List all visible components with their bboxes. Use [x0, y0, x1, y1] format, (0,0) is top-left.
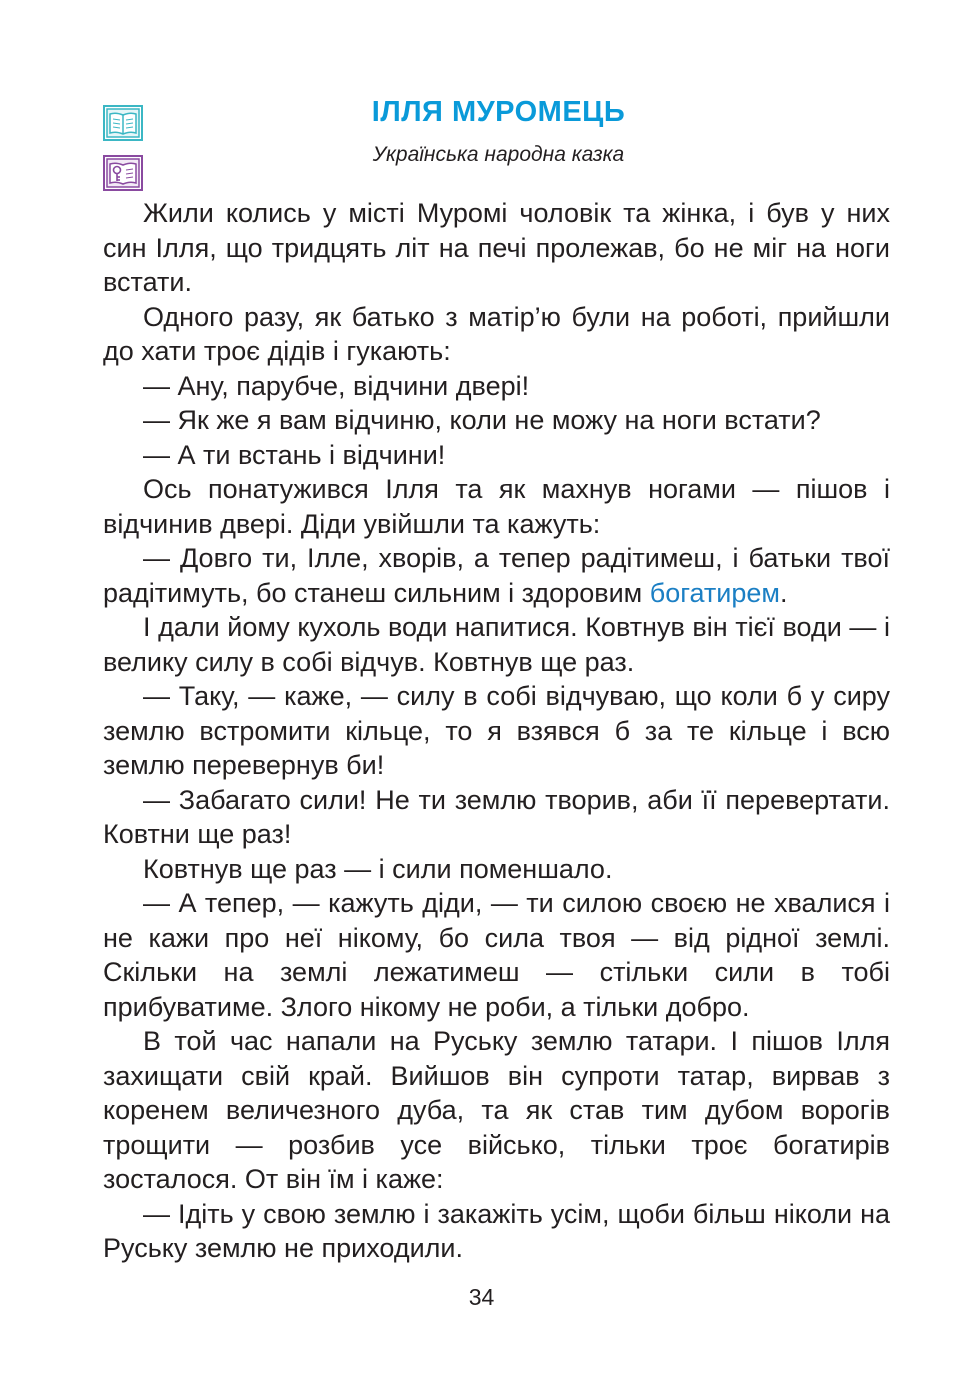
story-subtitle: Українська народна казка [372, 143, 625, 166]
page-number: 34 [468, 1284, 495, 1310]
paragraph: Ось понатужився Ілля та як махнув ногами — пішов і відчинив двері. Діди увійшли та кажуть: [103, 474, 890, 539]
dialogue-line: — Ану, парубче, відчини двері! [143, 370, 530, 401]
dialogue-line [103, 541, 890, 610]
dialogue-line: — Забагато сили! Не ти землю творив, аби її перевертати. Ковтни ще раз! [103, 784, 890, 849]
dialogue-line: — Як же я вам відчиню, коли не можу на ноги встати? [143, 405, 821, 435]
story-title: ІЛЛЯ МУРОМЕЦЬ [371, 96, 626, 128]
paragraph: Жили колись у місті Муромі чоловік та жінка, і був у них син Ілля, що тридцять літ на печі пролежав, бо не міг на ноги встати. [103, 198, 890, 297]
paragraph-text: . [779, 577, 788, 608]
paragraph: І дали йому кухоль води напитися. Ковтнув він тієї води — і велику силу в собі відчув. Ковтнув ще раз. [103, 612, 890, 677]
paragraph-text: — Довго ти, Ілле, хворів, а тепер радітимеш, і батьки твої радітимуть, бо станеш сильним і здоровим [103, 543, 890, 608]
paragraph: В той час напали на Руську землю татари. І пішов Ілля захищати свій край. Вийшов він супроти татар, вирвав з коренем величезного дуба, та як став тим дубом ворогів трощити — розбив усе військо, тільки троє богатирів зосталося. От він їм і каже: [103, 1026, 890, 1194]
paragraph: Ковтнув ще раз — і сили поменшало. [143, 853, 613, 884]
story-body [103, 196, 890, 1266]
dialogue-line: — Ідіть у свою землю і закажіть усім, щоби більш ніколи на Руську землю не приходили. [103, 1198, 890, 1263]
dialogue-line: — Таку, — каже, — силу в собі відчуваю, що коли б у сиру землю встромити кільце, то я взявся б за те кільце і всю землю перевернув би! [103, 681, 890, 780]
glossary-word: богатирем [649, 577, 780, 608]
dialogue-line: — А тепер, — кажуть діди, — ти силою своєю не хвалися і не кажи про неї нікому, бо сила твоя — від рідної землі. Скільки на землі лежатимеш — стільки сили в тобі прибуватиме. Злого нікому не роби, а тільки добро. [103, 888, 890, 1022]
paragraph: Одного разу, як батько з матір’ю були на роботі, прийшли до хати троє дідів і гукають: [103, 301, 890, 366]
dialogue-line: — А ти встань і відчини! [143, 439, 446, 470]
